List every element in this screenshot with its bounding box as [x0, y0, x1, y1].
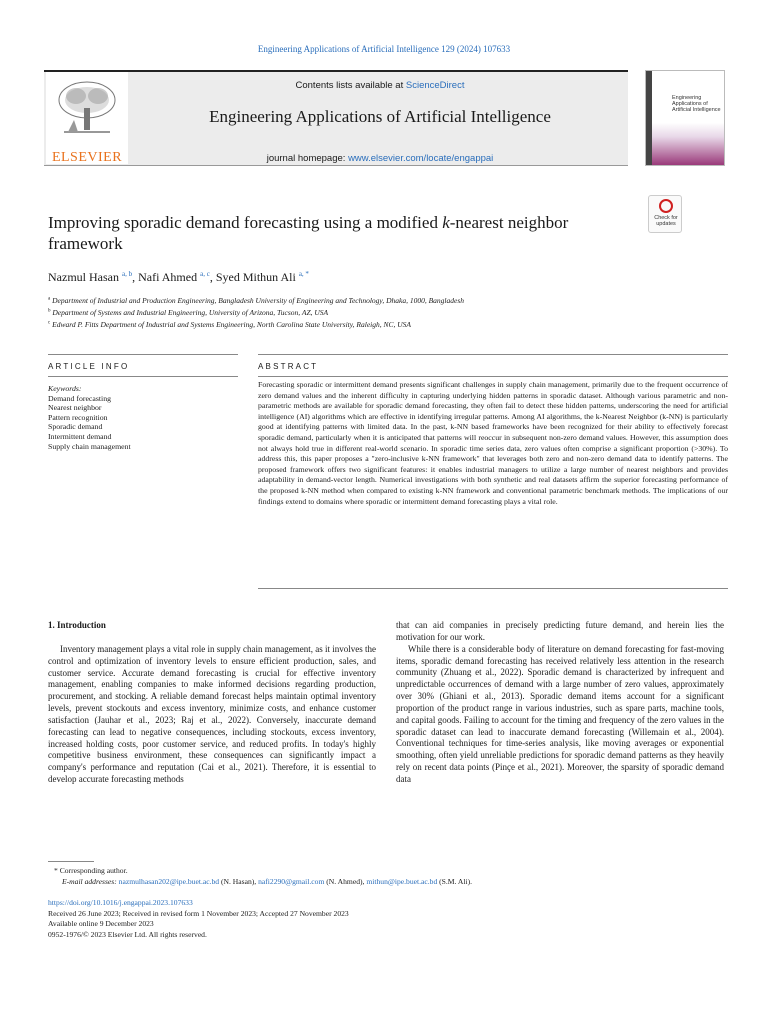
divider: [258, 354, 728, 355]
corresponding-author-note: * Corresponding author.: [54, 866, 128, 875]
abstract-label: ABSTRACT: [258, 362, 319, 371]
contents-prefix: Contents lists available at: [295, 80, 406, 91]
section-heading-introduction: 1. Introduction: [48, 620, 106, 630]
journal-name: Engineering Applications of Artificial Intelligence: [209, 107, 551, 126]
contents-available-line: [150, 80, 610, 91]
check-for-updates-label: Check for updates: [654, 215, 678, 227]
article-title: [48, 212, 608, 254]
keyword-item: Intermittent demand: [48, 431, 112, 441]
author-name: Syed Mithun Ali: [215, 270, 296, 284]
footnotes: [48, 865, 728, 887]
available-online: Available online 9 December 2023: [48, 919, 154, 929]
copyright-line: 0952-1976/© 2023 Elsevier Ltd. All rights reserved.: [48, 929, 207, 939]
email-link[interactable]: nafi2290@gmail.com: [258, 877, 325, 886]
received-dates: Received 26 June 2023; Received in revised form 1 November 2023; Accepted 27 November 2023: [48, 908, 349, 918]
keywords-list: [48, 384, 238, 451]
bookmark-check-icon: [659, 199, 673, 213]
keyword-item: Sporadic demand: [48, 422, 103, 432]
affiliation-text: Department of Systems and Industrial Engineering, University of Arizona, Tucson, AZ, USA: [52, 308, 329, 317]
divider: [48, 376, 238, 377]
keyword-item: Nearest neighbor: [48, 403, 102, 413]
affiliation: [48, 296, 728, 305]
publication-meta: [48, 898, 728, 940]
email-link[interactable]: nazmulhasan202@ipe.buet.ac.bd: [118, 877, 220, 886]
affiliation: [48, 308, 728, 317]
body-paragraph: Inventory management plays a vital role in supply chain management, as it involves the control and optimization of inventory levels to ensure efficient production, sales, and customer service. Accurate demand forecasting is crucial for effective inventory management, enabling companies to make informed decisions regarding production, procurement, and stocking. A reliable demand forecast helps maintain optimal inventory levels, prevent stockouts and excess inventory, minimize costs, and enhance customer satisfaction (Jauhar et al., 2023; Raj et al., 2022). Conversely, inaccurate demand forecasting can lead to negative consequences, including stockouts, excess inventory, increased holding costs, poor customer service, and reduced profits. In today's highly competitive business environment, these consequences can significantly impact a company's performance and reputation (Cai et al., 2021). Therefore, it is essential to develop accurate forecasting methods: [48, 643, 376, 785]
homepage-prefix: journal homepage:: [266, 153, 349, 164]
journal-citation-link[interactable]: Engineering Applications of Artificial Intelligence 129 (2024) 107633: [257, 44, 511, 54]
cover-title: Engineering Applications of Artificial Intelligence: [672, 95, 721, 113]
article-info-label: ARTICLE INFO: [48, 362, 130, 371]
title-k: k: [442, 213, 450, 232]
divider: [258, 376, 728, 377]
email-line: [48, 876, 728, 887]
cover-spine: [646, 71, 652, 165]
author-list: Nazmul Hasan $^{a, b}$, Nafi Ahmed $^{a, c}$, Syed Mithun Ali $^{a, *}$: [48, 270, 309, 284]
email-owner: (S.M. Ali).: [437, 877, 473, 886]
keyword-item: Pattern recognition: [48, 412, 108, 422]
author-marks[interactable]: a, c: [200, 270, 210, 278]
affiliation-text: Department of Industrial and Production Engineering, Bangladesh University of Engineering and Technology, Dhaka, 1000, Bangladesh: [52, 296, 465, 305]
body-paragraph: While there is a considerable body of literature on demand forecasting for fast-moving items, sporadic demand forecasting has received relatively less attention in the research community (Zhuang et al., 2022). Sporadic demand is characterized by infrequent and unpredictable occurrences of demand with a large number of zero values, approximately over 30% (Ghiani et al., 2013). Sporadic demand items account for a significant proportion of the product range in various industries, such as spare parts, machine tools, and capital goods. Failing to account for the timing and frequency of the zero values in the sporadic dataset can lead to inaccurate demand forecasting (Willemain et al., 2004). Conventional techniques for time-series analysis, like moving averages or exponential smoothing, often yield unreliable predictions for sporadic demand patterns as they heavily rely on recent data points (Pinçe et al., 2021). Moreover, the sparsity of sporadic demand data: [396, 643, 724, 784]
journal-cover-thumbnail[interactable]: [645, 70, 725, 166]
body-right-column: [396, 620, 724, 786]
doi-link[interactable]: https://doi.org/10.1016/j.engappai.2023.107633: [48, 898, 193, 907]
elsevier-tree-icon: [56, 78, 118, 136]
cover-graphic: [646, 71, 724, 165]
affiliation-text: Edward P. Fitts Department of Industrial and Systems Engineering, North Carolina State University, Raleigh, NC, USA: [52, 320, 411, 329]
affiliation-mark: b: [48, 308, 51, 314]
abstract-text: Forecasting sporadic or intermittent demand presents significant challenges in supply chain management, primarily due to the frequent occurrence of zero demand values and the inherent difficulty in capturing underlying hidden patterns in sporadic dataset. Although various parametric and non-parametric methods are available for sporadic demand forecasting, they often fail to detect these hidden patterns, underscoring the need for artificial intelligence (AI) algorithms which are effective in identifying irregular patterns. Among AI algorithms, the k-Nearest Neighbor (k-NN) is particularly good at identifying patterns with limited data. In the past, k-NN based frameworks have been recognized for their ability to effectively forecast sporadic demand, particularly when it is anticipated that patterns will reoccur in subsequent non-zero demand values. However, this assumption does not always hold true in different real-world scenario. In sporadic time series data, zero values often comprise a significant proportion (>30%). To address this, this paper proposes a "zero-inclusive k-NN framework" that leverages both zero and non-zero demand data to identify patterns. The proposed framework offers two significant features: it enables industrial managers to utilize a large number of nearest neighbors and provides adaptability in demand-vector length. Numerical investigations with both synthetic and real datasets affirm the superior forecasting performance of the proposed k-NN method when compared to existing k-NN framework and conventional parametric benchmark methods. The implications of our findings extend to domains where sporadic or intermittent demand forecasting plays a vital role.: [258, 380, 728, 506]
body-paragraph: that can aid companies in precisely predicting future demand, and herein lies the motivation for our work.: [396, 620, 724, 642]
email-link[interactable]: mithun@ipe.buet.ac.bd: [366, 877, 438, 886]
divider: [258, 588, 728, 589]
author-marks[interactable]: a, b: [121, 270, 133, 278]
author-name: Nafi Ahmed: [138, 270, 198, 284]
body-left-column: [48, 620, 376, 786]
footnote-divider: [48, 861, 94, 862]
email-owner: (N. Ahmed),: [324, 877, 367, 886]
sciencedirect-link[interactable]: ScienceDirect: [405, 80, 465, 91]
affiliation-mark: c: [48, 320, 51, 326]
email-label: E-mail addresses:: [62, 877, 117, 886]
divider: [48, 354, 238, 355]
author-name: Nazmul Hasan: [48, 270, 119, 284]
journal-homepage-link[interactable]: www.elsevier.com/locate/engappai: [348, 153, 494, 164]
keyword-item: Supply chain management: [48, 441, 131, 451]
keywords-heading: Keywords:: [48, 384, 82, 393]
title-part-2: -nearest neighbor framework: [48, 213, 569, 253]
affiliation-mark: a: [48, 296, 51, 302]
elsevier-wordmark: ELSEVIER: [51, 150, 123, 165]
author-marks[interactable]: a, *: [298, 270, 309, 278]
keyword-item: Demand forecasting: [48, 393, 111, 403]
check-for-updates-badge[interactable]: [648, 195, 682, 233]
title-part-1: Improving sporadic demand forecasting using a modified: [48, 213, 443, 232]
journal-homepage-line: [150, 153, 610, 164]
email-owner: (N. Hasan),: [219, 877, 259, 886]
affiliation: [48, 320, 728, 329]
elsevier-logo[interactable]: [46, 72, 128, 164]
